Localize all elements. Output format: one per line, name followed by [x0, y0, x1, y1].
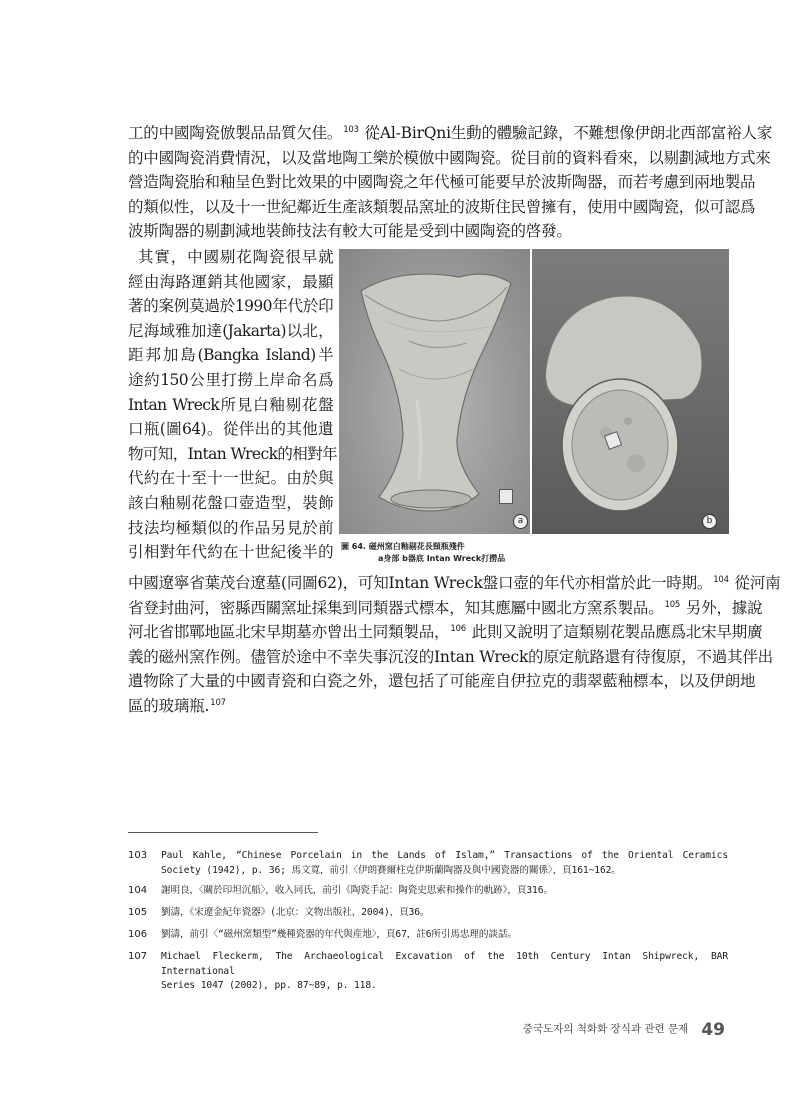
- text-line: 省登封曲河，密縣西關窯址採集到同類器式標本，知其應屬中國北方窯系製品。$^{105}$ 另外，據說: [128, 598, 763, 617]
- footnote-103: [128, 849, 728, 878]
- text-line: 遺物除了大量的中國青瓷和白瓷之外，還包括了可能産自伊拉克的翡翠藍釉標本，以及伊朗地: [128, 672, 756, 691]
- page-footer: [523, 1020, 725, 1040]
- paragraph-3: [128, 571, 781, 719]
- text-line: 著的案例莫過於1990年代於印: [128, 297, 333, 316]
- text-line: 途約150公里打撈上岸命名爲: [128, 370, 333, 389]
- text-line: 物可知，Intan Wreck的相對年: [128, 444, 337, 463]
- text-line: 義的磁州窯作例。儘管於途中不幸失事沉沒的Intan Wreck的原定航路還有待復原，不過其伴出: [128, 647, 773, 666]
- footnote-ref: 107: [210, 697, 226, 708]
- footnote-number: 105: [128, 907, 148, 918]
- footnote-number: 106: [128, 929, 148, 940]
- footnote-number: 107: [128, 951, 148, 962]
- text-line: 營造陶瓷胎和釉呈色對比效果的中國陶瓷之年代極可能要早於波斯陶器，而若考慮到兩地製品: [128, 173, 756, 192]
- footnote-ref: 103: [343, 125, 359, 135]
- footnote-ref: 106: [450, 624, 466, 635]
- footnote-divider: [128, 832, 318, 833]
- text-line: 的類似性，以及十一世紀鄰近生產該類製品窯址的波斯住民曾擁有，使用中國陶瓷，似可認爲: [128, 197, 756, 216]
- paragraph-2: [128, 245, 337, 565]
- text-line: 經由海路運銷其他國家，最顯: [128, 272, 333, 291]
- vase-base-drawing: [532, 249, 729, 534]
- text-line: 尼海域雅加達(Jakarta)以北，: [128, 321, 333, 340]
- vase-base-photo: [532, 249, 729, 534]
- text-line: 波斯陶器的剔劃減地裝飾技法有較大可能是受到中國陶瓷的啓發。: [128, 222, 572, 241]
- caption-title: 圖 64. 磁州窯白釉剔花長頸瓶殘件: [341, 542, 465, 551]
- figure-64: [339, 249, 729, 534]
- footnote-text: Society (1942), p. 36; 馬文寬，前引〈伊朗賽爾柱克伊斯蘭陶器及與中國瓷器的關係〉，頁161~162。: [161, 864, 621, 876]
- footnote-text: 劉濤，前引〈“磁州窯類型”幾種瓷器的年代與産地〉，頁67，註6所引馬忠理的談話。: [161, 929, 517, 940]
- running-title: 중국도자의 척화화 장식과 관련 문제: [522, 1023, 689, 1035]
- text-line: 河北省邯鄲地區北宋早期墓亦曾出土同類製品，$^{106}$ 此則又說明了這類剔花製品應爲北宋早期廣: [128, 623, 763, 642]
- text-line: 該白釉剔花盤口壺造型，裝飾: [128, 493, 333, 512]
- text-line: 引相對年代約在十世紀後半的: [128, 543, 333, 562]
- caption-subtitle: a身部 b器底 Intan Wreck打撈品: [378, 554, 506, 563]
- text-line: 其實，中國剔花陶瓷很早就: [138, 248, 333, 266]
- text-line: Intan Wreck所見白釉剔花盤: [128, 395, 333, 414]
- panel-b-marker: b: [702, 514, 717, 529]
- text-line: 口瓶(圖64)。從伴出的其他遺: [128, 420, 333, 439]
- footnote-text: 謝明良，〈關於印坦沉船〉，收入同氏，前引《陶瓷手記：陶瓷史思索和操作的軌跡》，頁316。: [161, 885, 553, 896]
- text-line: 技法均極類似的作品另見於前: [128, 518, 333, 537]
- footnote-104: [128, 884, 728, 899]
- figure-caption: [341, 541, 505, 565]
- page-number: 49: [701, 1020, 725, 1040]
- paragraph-1: [128, 121, 773, 244]
- text-line: 距邦加島(Bangka Island)半: [128, 346, 333, 365]
- footnote-text: Michael Fleckerm, The Archaeological Excavation of the 10th Century Intan Shipwreck, BAR International: [161, 951, 728, 977]
- footnote-ref: 105: [664, 599, 681, 610]
- footnote-106: [128, 928, 728, 943]
- text-line: 工的中國陶瓷倣製品品質欠佳。$^{103}$ 從Al-BirQni生動的體驗記錄，不難想像伊朗北西部富裕人家: [128, 124, 773, 142]
- footnote-number: 104: [128, 885, 148, 896]
- text-line: 中國遼寧省葉茂台遼墓(同圖62)，可知Intan Wreck盤口壺的年代亦相當於此一時期。$^{104}$ 從河南: [128, 574, 781, 592]
- text-line: 的中國陶瓷消費情況，以及當地陶工樂於模倣中國陶瓷。從目前的資料看來，以剔劃減地方式來: [128, 148, 771, 167]
- footnote-107: [128, 950, 728, 994]
- footnote-text: Series 1047 (2002), pp. 87~89, p. 118.: [161, 980, 377, 991]
- footnote-105: [128, 906, 728, 921]
- text-line: 代約在十至十一世紀。由於與: [128, 469, 333, 488]
- text-line: 區的玻璃瓶.$^{107}$: [128, 696, 226, 715]
- specimen-label-icon: [499, 489, 513, 504]
- footnote-text: Paul Kahle, “Chinese Porcelain in the Lands of Islam,” Transactions of the Oriental Ceramics: [161, 850, 728, 861]
- footnote-number: 103: [128, 850, 148, 861]
- panel-a-marker: a: [513, 514, 528, 529]
- footnote-text: 劉濤，《宋遼金紀年瓷器》(北京：文物出版社，2004)，頁36。: [161, 907, 430, 918]
- vase-body-photo: [339, 249, 530, 534]
- footnote-ref: 104: [713, 575, 729, 585]
